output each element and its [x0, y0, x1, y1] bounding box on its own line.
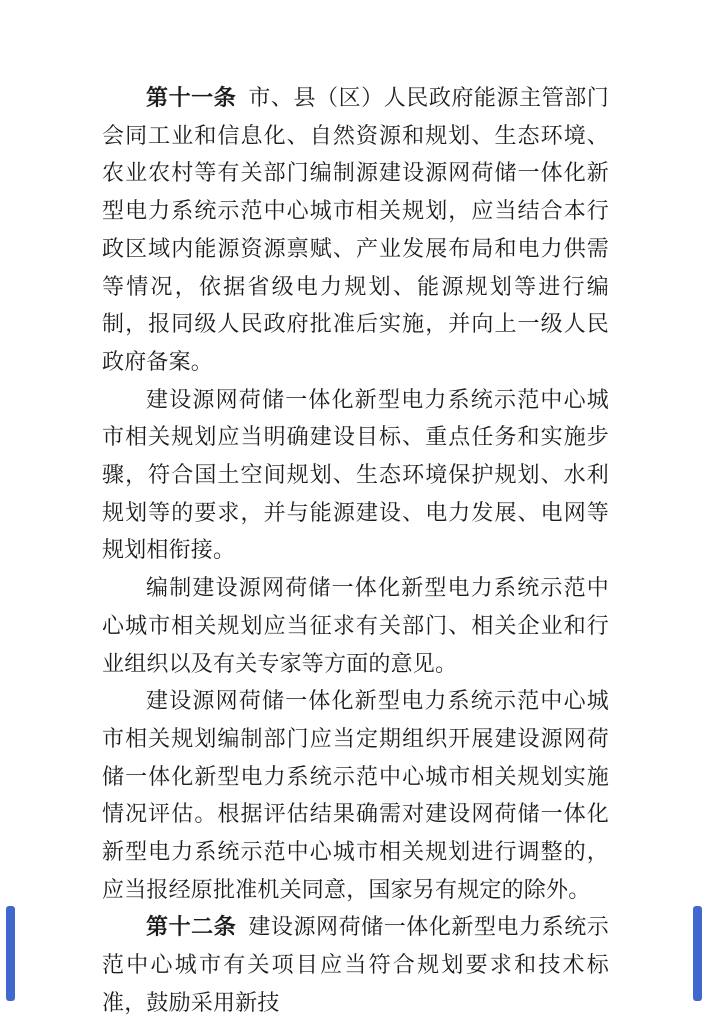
article-paragraph	[102, 682, 609, 908]
article-number-label: 第十一条	[146, 85, 237, 110]
paragraph-text: 建设源网荷储一体化新型电力系统示范中心城市相关规划应当明确建设目标、重点任务和实施步骤，符合国土空间规划、生态环境保护规划、水利规划等的要求，并与能源建设、电力发展、电网等规划相衔接。	[102, 386, 609, 563]
article-paragraph	[102, 908, 609, 1021]
document-body	[102, 79, 609, 1022]
paragraph-text: 建设源网荷储一体化新型电力系统示范中心城市相关规划编制部门应当定期组织开展建设源网荷储一体化新型电力系统示范中心城市相关规划实施情况评估。根据评估结果确需对建设网荷储一体化新型电力系统示范中心城市相关规划进行调整的，应当报经原批准机关同意，国家另有规定的除外。	[102, 688, 609, 902]
article-number-label: 第十二条	[146, 914, 237, 940]
paragraph-text: 编制建设源网荷储一体化新型电力系统示范中心城市相关规划应当征求有关部门、相关企业和行业组织以及有关专家等方面的意见。	[102, 575, 609, 676]
paragraph-text: 市、县（区）人民政府能源主管部门会同工业和信息化、自然资源和规划、生态环境、农业农村等有关部门编制源建设源网荷储一体化新型电力系统示范中心城市相关规划，应当结合本行政区域内能源资源禀赋、产业发展布局和电力供需等情况，依据省级电力规划、能源规划等进行编制，报同级人民政府批准后实施，并向上一级人民政府备案。	[102, 85, 610, 374]
article-paragraph	[102, 569, 609, 682]
paragraph-text: 建设源网荷储一体化新型电力系统示范中心城市有关项目应当符合规划要求和技术标准，鼓励采用新技	[102, 914, 610, 1015]
page-edge-marker-right	[693, 906, 702, 1001]
article-paragraph	[102, 79, 609, 381]
article-paragraph	[102, 381, 609, 570]
page-edge-marker-left	[6, 906, 15, 1001]
